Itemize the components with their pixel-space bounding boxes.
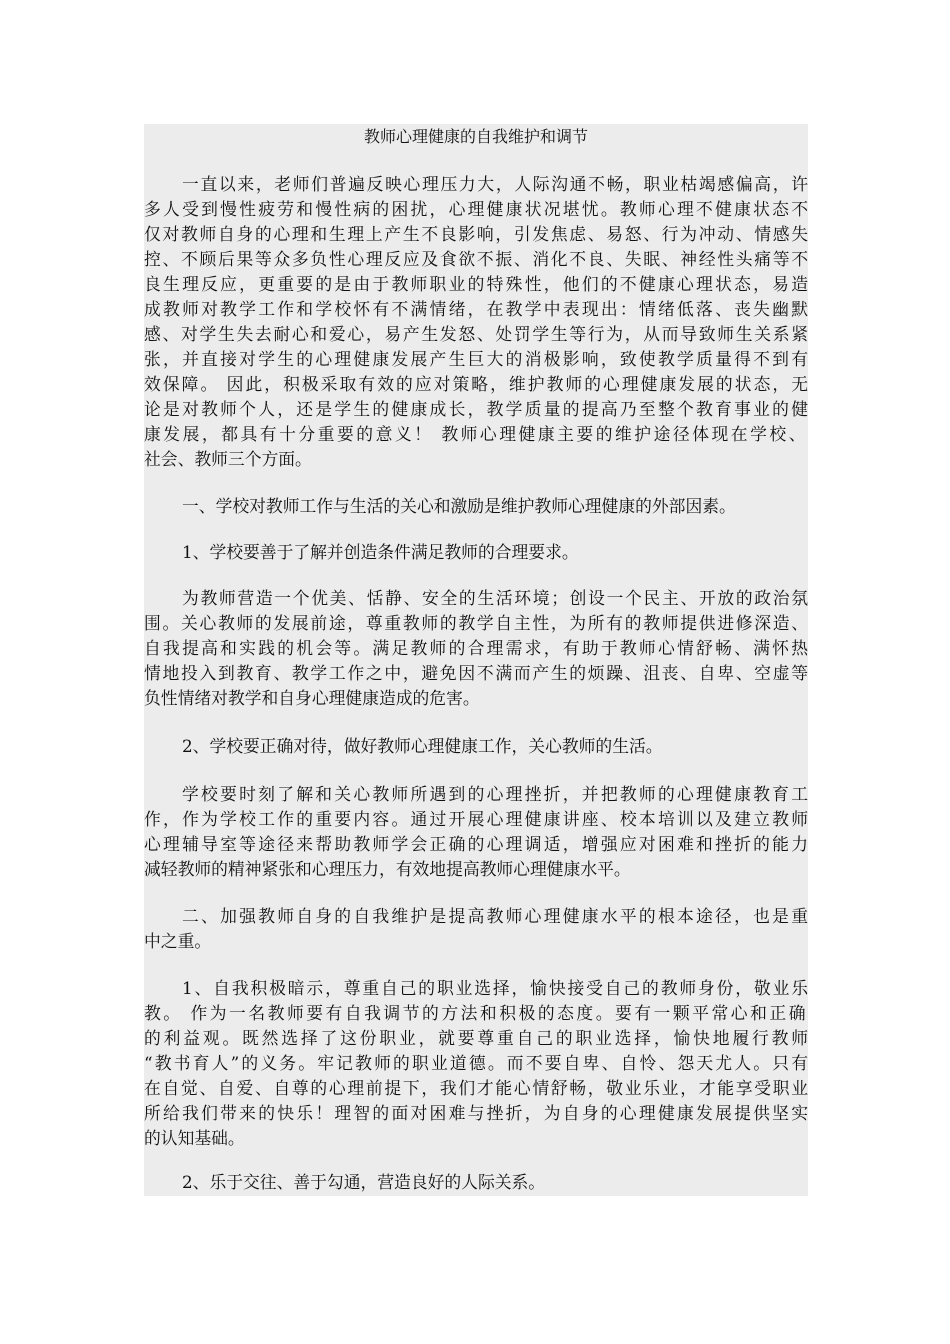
paragraph-school-care [144, 782, 811, 882]
text-line: 2、学校要正确对待，做好教师心理健康工作，关心教师的生活。 [182, 736, 663, 756]
text-line: 作，作为学校工作的重要内容。通过开展心理健康讲座、校本培训以及建立教师 [144, 809, 811, 829]
text-line: 张，并直接对学生的心理健康发展产生巨大的消极影响，致使教学质量得不到有 [144, 349, 811, 369]
text-line: 中之重。 [144, 931, 212, 951]
document-page [144, 124, 811, 1196]
text-line: 社会、教师三个方面。 [144, 449, 312, 469]
text-line: 控、不顾后果等众多负性心理反应及食欲不振、消化不良、失眠、神经性头痛等不 [144, 249, 810, 269]
document-title: 教师心理健康的自我维护和调节 [363, 127, 588, 146]
text-line: 在自觉、自爱、自尊的心理前提下，我们才能心情舒畅，敬业乐业，才能享受职业 [144, 1078, 810, 1098]
text-line: 自我提高和实践的机会等。满足教师的合理需求，有助于教师心情舒畅、满怀热 [144, 638, 811, 658]
text-line: 减轻教师的精神紧张和心理压力，有效地提高教师心理健康水平。 [144, 859, 631, 879]
text-line: 论是对教师个人，还是学生的健康成长，教学质量的提高乃至整个教育事业的健 [144, 399, 811, 419]
paragraph-school-environment [144, 586, 811, 711]
text-line: 负性情绪对教学和自身心理健康造成的危害。 [144, 688, 480, 708]
text-line: 情地投入到教育、教学工作之中，避免因不满而产生的烦躁、沮丧、自卑、空虚等 [144, 663, 810, 683]
paragraph-intro [144, 172, 811, 472]
text-line: 多人受到慢性疲劳和慢性病的困扰，心理健康状况堪忧。教师心理不健康状态不 [144, 199, 811, 219]
subsection-heading-1-1 [144, 540, 808, 565]
subsection-heading-1-2 [144, 734, 808, 759]
text-line: 心理辅导室等途径来帮助教师学会正确的心理调适，增强应对困难和挫折的能力 [144, 834, 811, 854]
text-line: 效保障。 因此，积极采取有效的应对策略，维护教师的心理健康发展的状态，无 [144, 374, 811, 394]
text-line: 仅对教师自身的心理和生理上产生不良影响，引发焦虑、易怒、行为冲动、情感失 [144, 224, 810, 244]
text-line: 为教师营造一个优美、恬静、安全的生活环境；创设一个民主、开放的政治氛 [182, 588, 810, 608]
paragraph-self-suggestion [144, 976, 811, 1151]
text-line: 成教师对教学工作和学校怀有不满情绪，在教学中表现出：情绪低落、丧失幽默 [144, 299, 811, 319]
section-heading-1 [144, 494, 808, 519]
text-line: 1、学校要善于了解并创造条件满足教师的合理要求。 [182, 542, 579, 562]
text-line: 的认知基础。 [144, 1128, 245, 1148]
section-heading-2 [144, 904, 811, 954]
text-line: 所给我们带来的快乐！理智的面对困难与挫折，为自身的心理健康发展提供坚实 [144, 1103, 811, 1123]
text-line: 一、学校对教师工作与生活的关心和激励是维护教师心理健康的外部因素。 [182, 496, 736, 516]
text-line: 2、乐于交往、善于勾通，营造良好的人际关系。 [182, 1172, 546, 1192]
text-line: 一直以来，老师们普遍反映心理压力大，人际沟通不畅，职业枯竭感偏高，许 [182, 174, 810, 194]
text-line: 良生理反应，更重要的是由于教师职业的特殊性，他们的不健康心理状态，易造 [144, 274, 811, 294]
text-line: “教书育人”的义务。牢记教师的职业道德。而不要自卑、自怜、怨天尤人。只有 [144, 1053, 811, 1073]
text-line: 二、加强教师自身的自我维护是提高教师心理健康水平的根本途径，也是重 [182, 906, 811, 926]
text-line: 康发展，都具有十分重要的意义！ 教师心理健康主要的维护途径体现在学校、 [144, 424, 808, 444]
text-line: 围。关心教师的发展前途，尊重教师的教学自主性，为所有的教师提供进修深造、 [144, 613, 810, 633]
text-line: 教。 作为一名教师要有自我调节的方法和积极的态度。要有一颗平常心和正确 [144, 1003, 808, 1023]
text-line: 的利益观。既然选择了这份职业，就要尊重自己的职业选择，愉快地履行教师 [144, 1028, 811, 1048]
text-line: 1、自我积极暗示，尊重自己的职业选择，愉快接受自己的教师身份，敬业乐 [182, 978, 810, 998]
text-line: 学校要时刻了解和关心教师所遇到的心理挫折，并把教师的心理健康教育工 [182, 784, 811, 804]
text-line: 感、对学生失去耐心和爱心，易产生发怒、处罚学生等行为，从而导致师生关系紧 [144, 324, 810, 344]
subsection-heading-2-2 [144, 1170, 808, 1195]
